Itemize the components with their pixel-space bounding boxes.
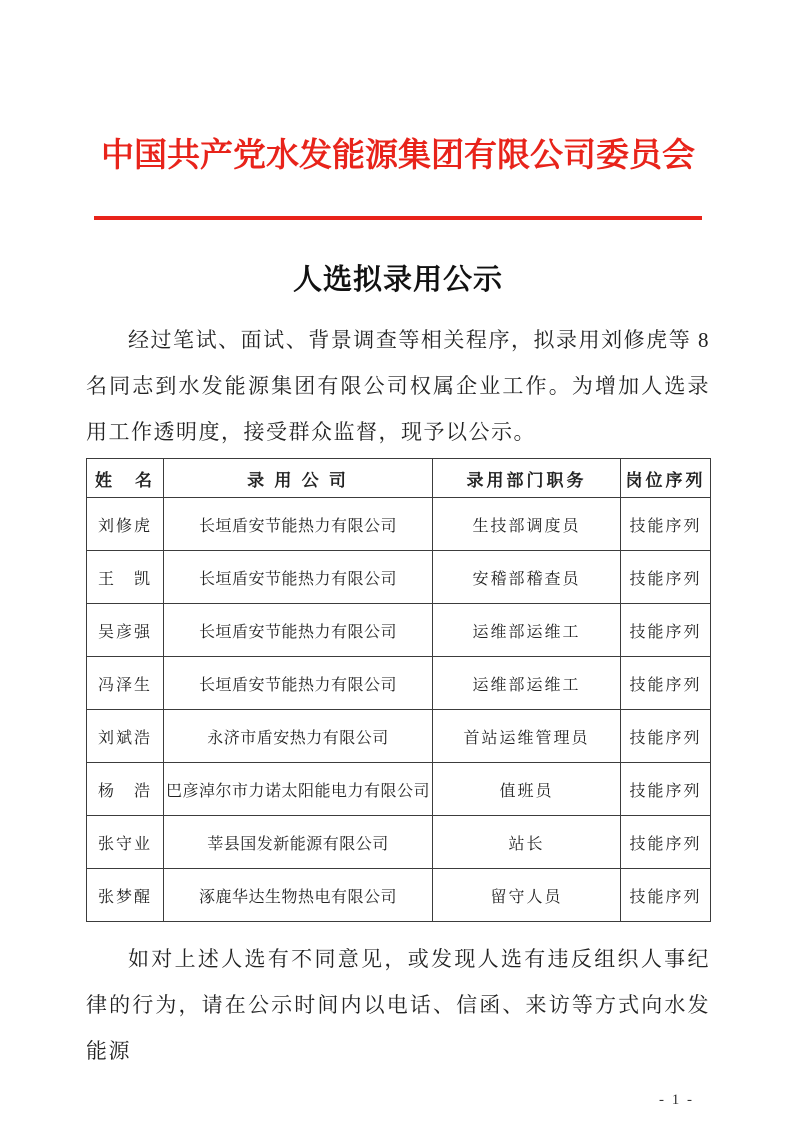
table-cell: 张梦醒 xyxy=(87,869,164,922)
table-header-row xyxy=(87,459,711,498)
table-cell: 刘斌浩 xyxy=(87,710,164,763)
table-cell: 技能序列 xyxy=(621,657,711,710)
document-title: 人选拟录用公示 xyxy=(292,264,503,296)
table-cell: 巴彦淖尔市力诺太阳能电力有限公司 xyxy=(164,763,433,816)
table-cell: 生技部调度员 xyxy=(433,498,621,551)
header-company: 录 用 公 司 xyxy=(164,459,433,498)
table-row xyxy=(87,604,711,657)
table-cell: 值班员 xyxy=(433,763,621,816)
table-cell: 吴彦强 xyxy=(87,604,164,657)
table-cell: 长垣盾安节能热力有限公司 xyxy=(164,498,433,551)
table-cell: 王 凯 xyxy=(87,551,164,604)
intro-paragraph: 经过笔试、面试、背景调查等相关程序，拟录用刘修虎等 8 名同志到水发能源集团有限公司权属企业工作。为增加人选录用工作透明度，接受群众监督，现予以公示。 xyxy=(86,328,710,444)
table-cell: 安稽部稽查员 xyxy=(433,551,621,604)
table-row xyxy=(87,763,711,816)
table-cell: 技能序列 xyxy=(621,498,711,551)
table-cell: 技能序列 xyxy=(621,763,711,816)
table-row xyxy=(87,869,711,922)
table-cell: 长垣盾安节能热力有限公司 xyxy=(164,657,433,710)
party-committee-header: 中国共产党水发能源集团有限公司委员会 xyxy=(101,138,695,174)
red-divider-line xyxy=(94,216,702,220)
header-department-position: 录用部门职务 xyxy=(433,459,621,498)
table-cell: 莘县国发新能源有限公司 xyxy=(164,816,433,869)
table-cell: 张守业 xyxy=(87,816,164,869)
table-cell: 杨 浩 xyxy=(87,763,164,816)
table-cell: 技能序列 xyxy=(621,710,711,763)
hiring-roster-table xyxy=(86,458,711,922)
table-cell: 留守人员 xyxy=(433,869,621,922)
table-row xyxy=(87,551,711,604)
header-position-sequence: 岗位序列 xyxy=(621,459,711,498)
table-cell: 技能序列 xyxy=(621,869,711,922)
closing-paragraph: 如对上述人选有不同意见，或发现人选有违反组织人事纪律的行为，请在公示时间内以电话、信函、来访等方式向水发能源 xyxy=(86,947,710,1063)
header-name: 姓 名 xyxy=(87,459,164,498)
table-cell: 运维部运维工 xyxy=(433,604,621,657)
table-body xyxy=(87,498,711,922)
table-cell: 长垣盾安节能热力有限公司 xyxy=(164,604,433,657)
table-row xyxy=(87,816,711,869)
table-cell: 永济市盾安热力有限公司 xyxy=(164,710,433,763)
table-cell: 运维部运维工 xyxy=(433,657,621,710)
table-cell: 刘修虎 xyxy=(87,498,164,551)
table-cell: 首站运维管理员 xyxy=(433,710,621,763)
table-row xyxy=(87,657,711,710)
table-cell: 技能序列 xyxy=(621,816,711,869)
page-number: - 1 - xyxy=(659,1092,694,1108)
table-cell: 冯泽生 xyxy=(87,657,164,710)
table-cell: 技能序列 xyxy=(621,604,711,657)
table-cell: 站长 xyxy=(433,816,621,869)
table-cell: 涿鹿华达生物热电有限公司 xyxy=(164,869,433,922)
table-row xyxy=(87,710,711,763)
table-cell: 长垣盾安节能热力有限公司 xyxy=(164,551,433,604)
table-row xyxy=(87,498,711,551)
table-cell: 技能序列 xyxy=(621,551,711,604)
